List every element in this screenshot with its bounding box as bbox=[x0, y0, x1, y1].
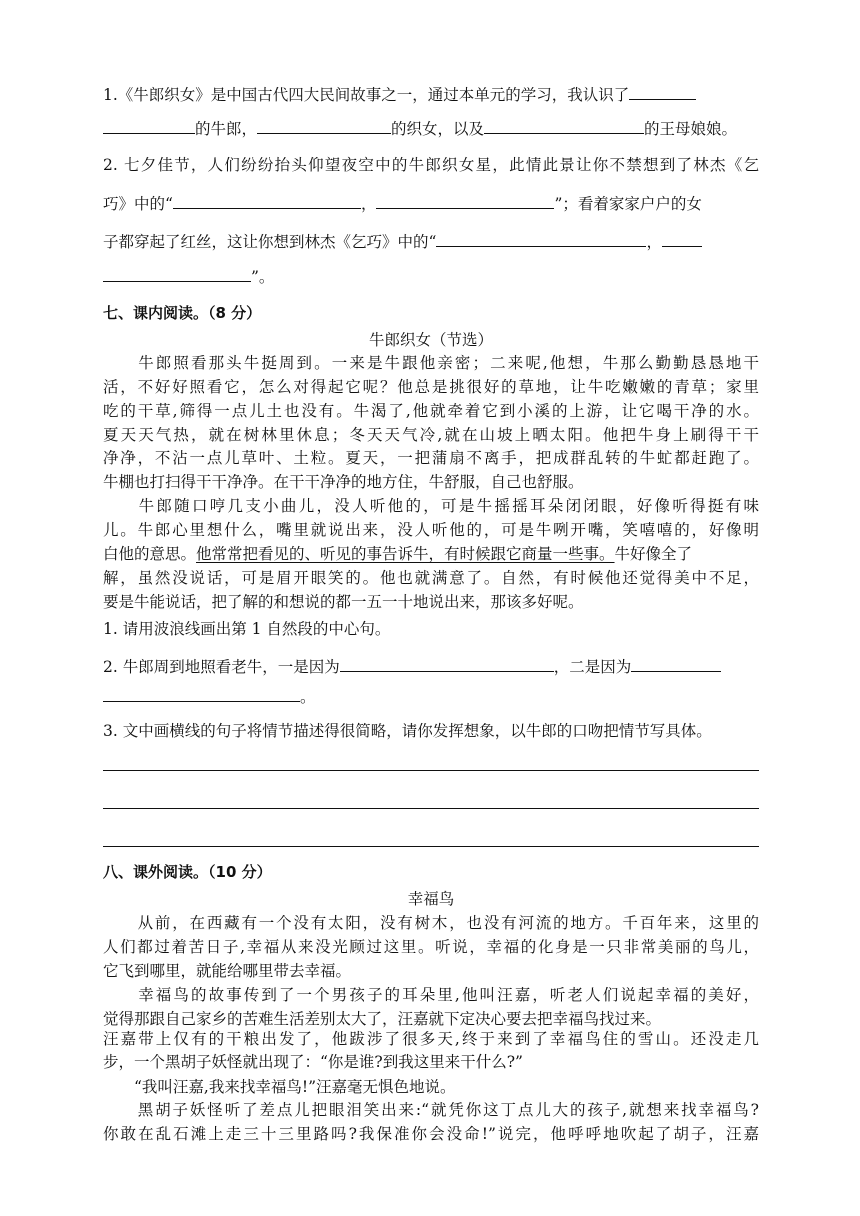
passage2-line: 它飞到哪里，就能给哪里带去幸福。 bbox=[103, 962, 352, 980]
section7-question-1: 1. 请用波浪线画出第 1 自然段的中心句。 bbox=[103, 620, 391, 638]
q6-item1-line1 bbox=[103, 84, 759, 105]
passage2-line: 从前，在西藏有一个没有太阳，没有树木，也没有河流的地方。千百年来，这里的 bbox=[103, 914, 759, 932]
passage1-line: 吃的干草,筛得一点儿土也没有。牛渴了,他就牵着它到小溪的上游，让它喝干净的水。 bbox=[103, 402, 759, 420]
answer-line[interactable] bbox=[103, 808, 759, 809]
answer-line[interactable] bbox=[103, 846, 759, 847]
answer-blank[interactable] bbox=[436, 231, 646, 247]
passage1-line: 牛郎随口哼几支小曲儿，没人听他的，可是牛摇摇耳朵闭闭眼，好像听得挺有味 bbox=[103, 497, 759, 515]
section8-heading: 八、课外阅读。（10 分） bbox=[103, 863, 272, 881]
q6-item2-line1: 2. 七夕佳节，人们纷纷抬头仰望夜空中的牛郎织女星，此情此景让你不禁想到了林杰《乞 bbox=[103, 156, 759, 174]
section7-heading: 七、课内阅读。（8 分） bbox=[103, 304, 262, 322]
passage1-line: 儿。牛郎心里想什么，嘴里就说出来，没人听他的，可是牛咧开嘴，笑嘻嘻的，好像明 bbox=[103, 521, 759, 539]
q6-item2-text-g: ”。 bbox=[251, 268, 275, 286]
passage2-line: 人们都过着苦日子,幸福从来没光顾过这里。听说，幸福的化身是一只非常美丽的鸟儿， bbox=[103, 938, 759, 956]
answer-blank[interactable] bbox=[484, 118, 644, 134]
answer-blank[interactable] bbox=[340, 656, 554, 672]
passage2-line: 幸福鸟的故事传到了一个男孩子的耳朵里,他叫汪嘉，听老人们说起幸福的美好， bbox=[103, 986, 759, 1004]
q6-item2-line4 bbox=[103, 266, 759, 287]
q6-item1-text-a: 1.《牛郎织女》是中国古代四大民间故事之一，通过本单元的学习，我认识了 bbox=[103, 86, 630, 104]
q6-item1-text-c: 的织女，以及 bbox=[391, 120, 485, 138]
answer-blank[interactable] bbox=[629, 84, 696, 100]
answer-blank[interactable] bbox=[257, 118, 391, 134]
q6-item2-text-d: ”；看着家家户户的女 bbox=[554, 195, 702, 213]
text-segment: 牛好像全了 bbox=[614, 545, 693, 563]
answer-blank[interactable] bbox=[103, 686, 300, 702]
passage2-line: 觉得那跟自己家乡的苦难生活差别太大了，汪嘉就下定决心要去把幸福鸟找过来。 bbox=[103, 1010, 662, 1028]
q2-text-c: 。 bbox=[300, 688, 316, 706]
answer-line[interactable] bbox=[103, 770, 759, 771]
answer-blank[interactable] bbox=[662, 231, 702, 247]
passage1-line: 净净，不沾一点儿草叶、土粒。夏天，一把蒲扇不离手，把成群乱转的牛虻都赶跑了。 bbox=[103, 449, 759, 467]
q2-text-b: ，二是因为 bbox=[553, 658, 632, 676]
passage2-line: 汪嘉带上仅有的干粮出发了，他跋涉了很多天,终于来到了幸福鸟住的雪山。还没走几 bbox=[103, 1030, 759, 1048]
answer-blank[interactable] bbox=[103, 266, 251, 282]
passage2-line: “我叫汪嘉,我来找幸福鸟!”汪嘉毫无惧色地说。 bbox=[103, 1078, 456, 1096]
q6-item2-line3 bbox=[103, 231, 759, 252]
underlined-sentence: 他常常把看见的、听见的事告诉牛，有时候跟它商量一些事。 bbox=[196, 545, 615, 563]
passage1-line: 解，虽然没说话，可是眉开眼笑的。他也就满意了。自然，有时候他还觉得美中不足， bbox=[103, 569, 759, 587]
section7-question-2-cont bbox=[103, 686, 759, 707]
section7-question-2 bbox=[103, 656, 759, 677]
section7-question-3: 3. 文中画横线的句子将情节描述得很简略，请你发挥想象，以牛郎的口吻把情节写具体。 bbox=[103, 722, 712, 740]
answer-blank[interactable] bbox=[103, 118, 195, 134]
q6-item1-line2 bbox=[103, 118, 759, 139]
q6-item1-text-b: 的牛郎， bbox=[195, 120, 258, 138]
passage1-line: 牛郎照看那头牛挺周到。一来是牛跟他亲密；二来呢,他想，牛那么勤勤恳恳地干 bbox=[103, 354, 759, 372]
q6-item2-text-e: 子都穿起了红丝，这让你想到林杰《乞巧》中的“ bbox=[103, 233, 437, 251]
passage1-title: 牛郎织女（节选） bbox=[368, 331, 493, 349]
q6-item2-line2 bbox=[103, 193, 759, 214]
q2-text-a: 2. 牛郎周到地照看老牛，一是因为 bbox=[103, 658, 340, 676]
q6-item1-text-d: 的王母娘娘。 bbox=[644, 120, 738, 138]
q6-item2-text-c: ， bbox=[360, 195, 377, 213]
passage1-line: 牛棚也打扫得干干净净。在干干净净的地方住，牛舒服，自己也舒服。 bbox=[103, 473, 584, 491]
passage1-line: 夏天天气热，就在树林里休息；冬天天气冷,就在山坡上晒太阳。他把牛身上刷得干干 bbox=[103, 426, 759, 444]
passage2-line: 步，一个黑胡子妖怪就出现了：“你是谁?到我这里来干什么?” bbox=[103, 1053, 523, 1071]
answer-blank[interactable] bbox=[173, 193, 361, 209]
q6-item2-text-b: 巧》中的“ bbox=[103, 195, 173, 213]
answer-blank[interactable] bbox=[376, 193, 554, 209]
passage2-line: 你敢在乱石滩上走三十三里路吗?我保准你会没命!”说完，他呼呼地吹起了胡子，汪嘉 bbox=[103, 1125, 759, 1143]
text-segment: 白他的意思。 bbox=[103, 545, 197, 563]
passage1-line: 要是牛能说话，把了解的和想说的都一五一十地说出来，那该多好呢。 bbox=[103, 593, 584, 611]
passage2-title: 幸福鸟 bbox=[407, 890, 455, 908]
passage2-line: 黑胡子妖怪听了差点儿把眼泪笑出来:“就凭你这丁点儿大的孩子,就想来找幸福鸟? bbox=[103, 1101, 759, 1119]
q6-item2-text-f: ， bbox=[646, 233, 662, 251]
passage1-line: 活，不好好照看它，怎么对得起它呢？他总是挑很好的草地，让牛吃嫩嫩的青草；家里 bbox=[103, 378, 759, 396]
passage1-line-underlined bbox=[103, 544, 759, 564]
answer-blank[interactable] bbox=[631, 656, 721, 672]
